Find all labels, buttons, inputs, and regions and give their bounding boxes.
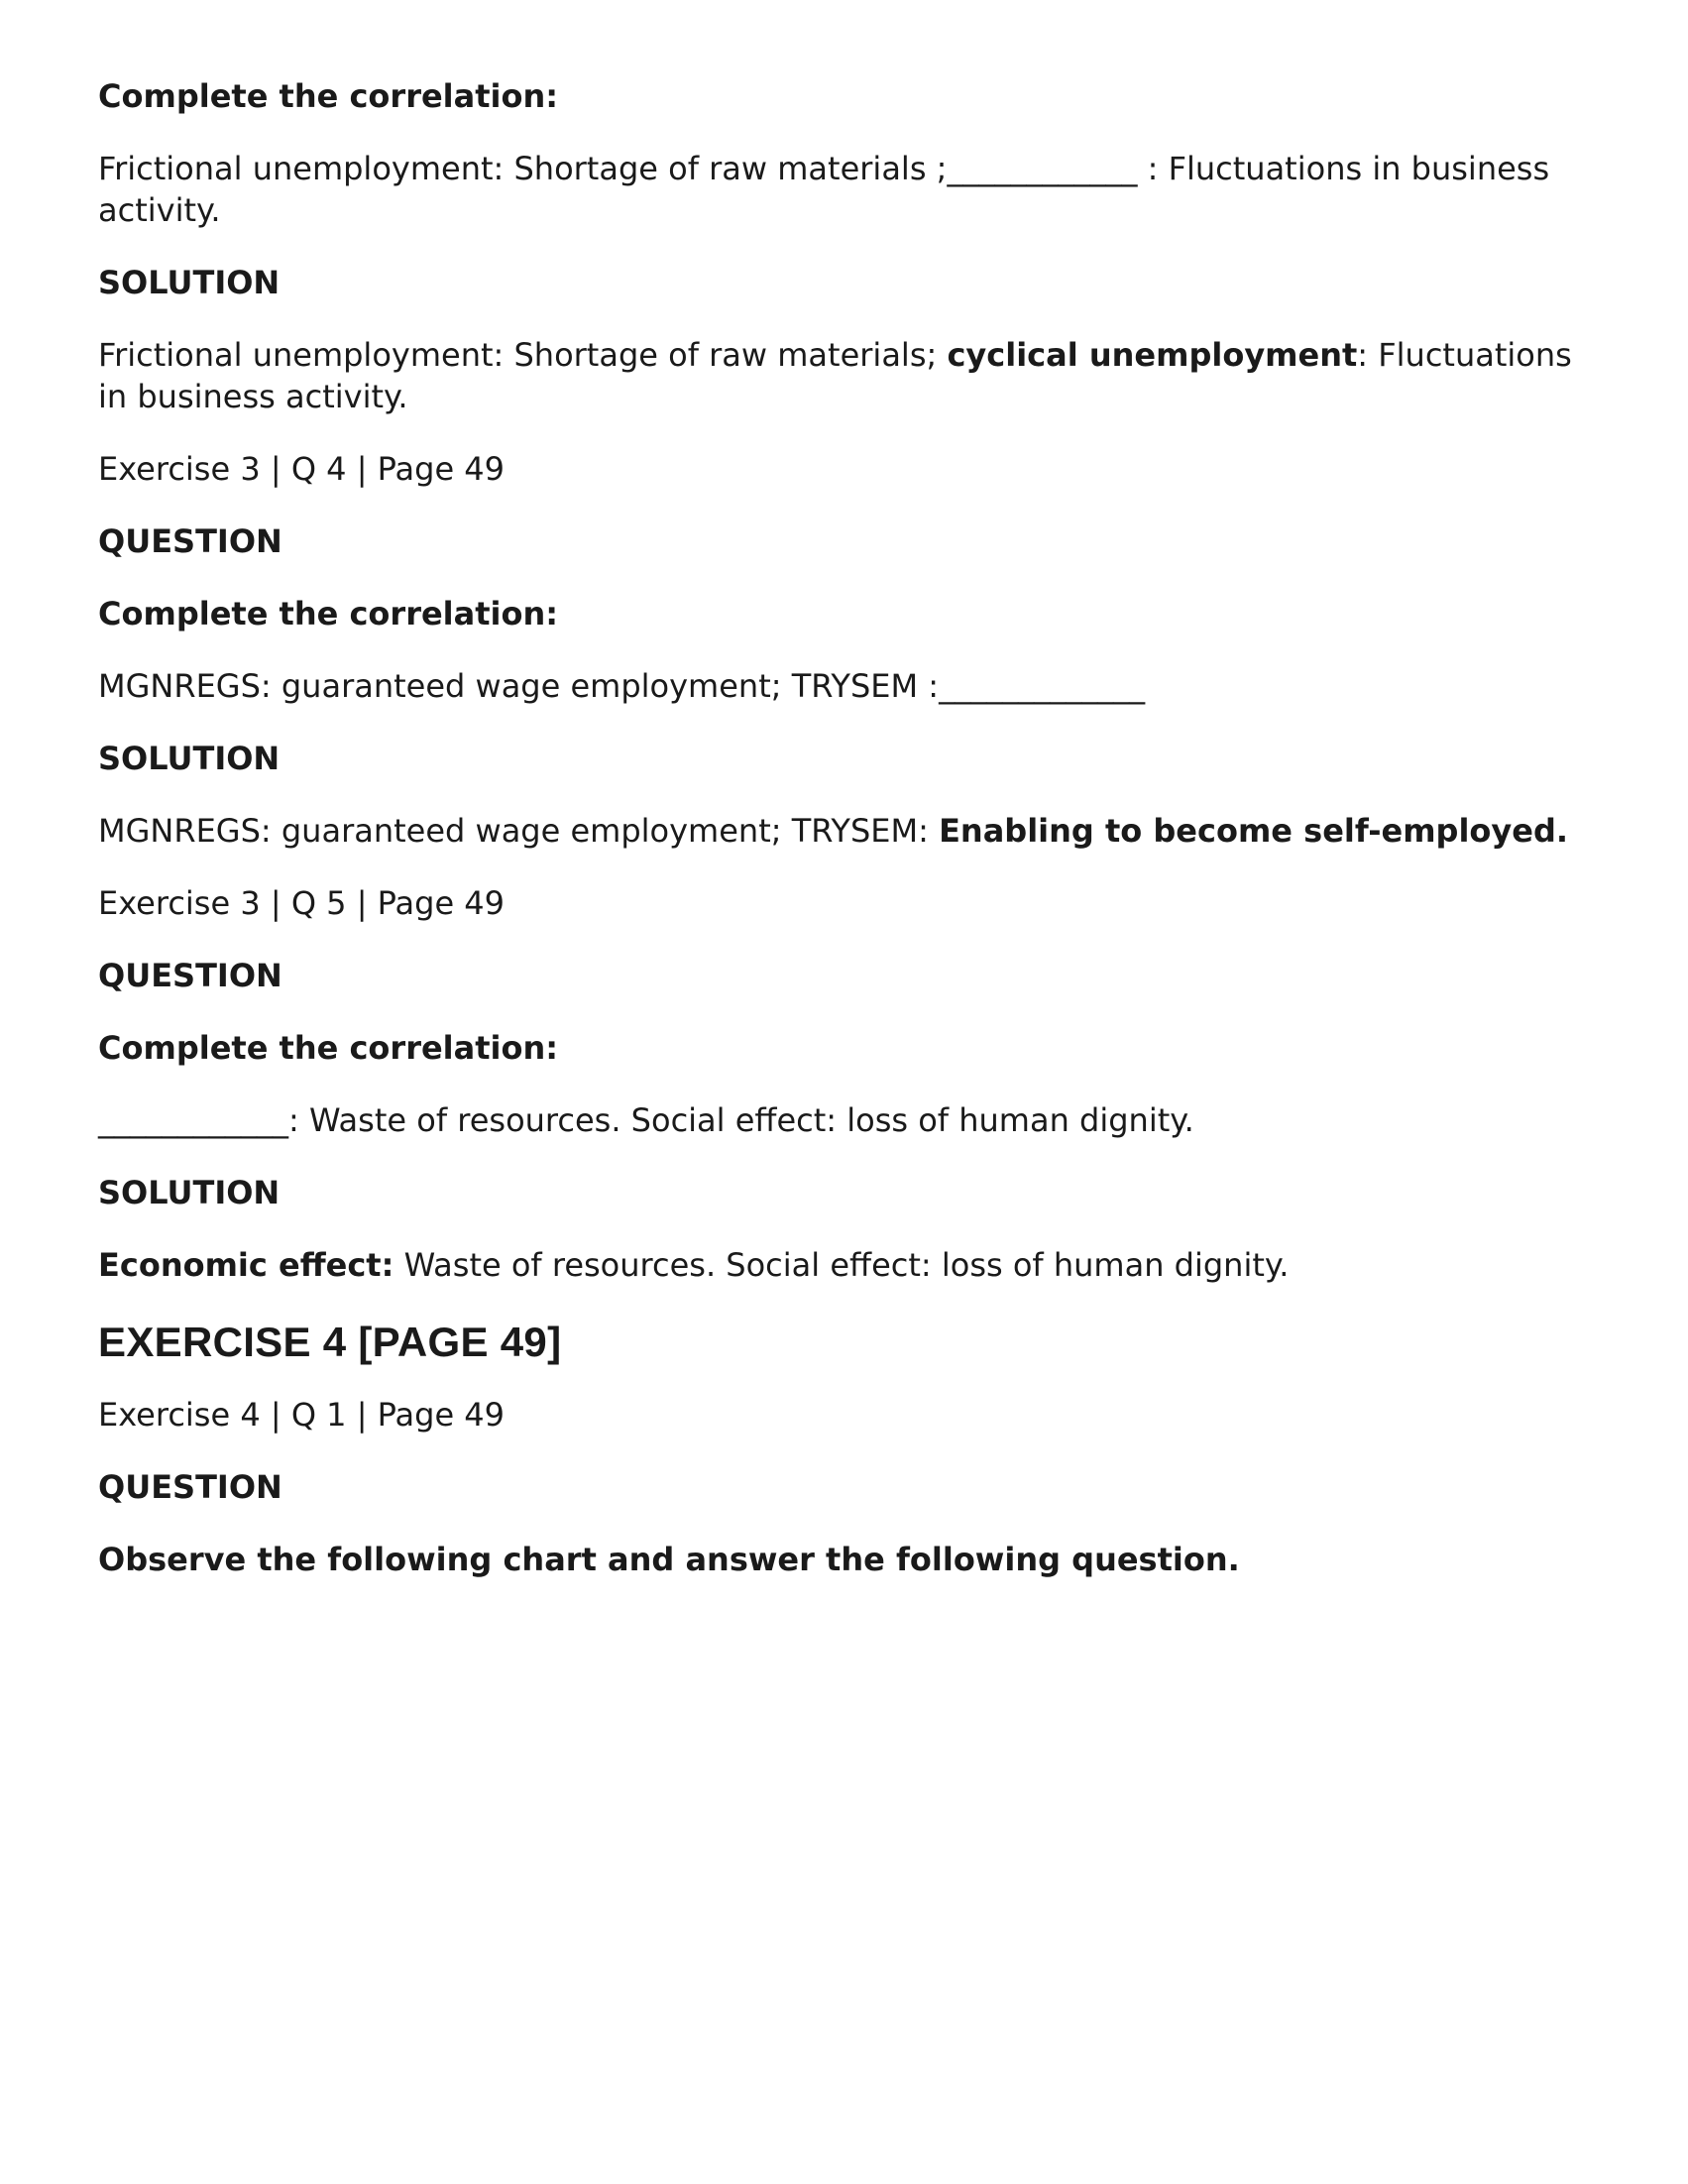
paragraph <box>98 448 1605 490</box>
text-run: Frictional unemployment: Shortage of raw materials ;____________ : Fluctuations in business activity. <box>98 150 1550 229</box>
paragraph <box>98 334 1605 417</box>
text-run: Exercise 4 | Q 1 | Page 49 <box>98 1396 506 1434</box>
paragraph <box>98 1394 1605 1436</box>
text-run: Frictional unemployment: Shortage of raw materials; <box>98 336 948 374</box>
paragraph <box>98 1244 1605 1286</box>
paragraph <box>98 810 1605 852</box>
text-run: Waste of resources. Social effect: loss of human dignity. <box>394 1246 1290 1284</box>
text-run: MGNREGS: guaranteed wage employment; TRYSEM :_____________ <box>98 667 1146 705</box>
paragraph <box>98 882 1605 924</box>
section-heading: EXERCISE 4 [PAGE 49] <box>98 1319 562 1365</box>
text-run: : Fluctuations in business activity. <box>98 336 1572 415</box>
block-heading: Observe the following chart and answer the following question. <box>98 1541 1240 1578</box>
text-run: Exercise 3 | Q 4 | Page 49 <box>98 450 506 488</box>
text-run: MGNREGS: guaranteed wage employment; TRYSEM: <box>98 812 940 850</box>
text-run: Exercise 3 | Q 5 | Page 49 <box>98 884 506 922</box>
block-heading: QUESTION <box>98 522 282 560</box>
bold-text-run: Economic effect: <box>98 1246 394 1284</box>
block-heading: SOLUTION <box>98 740 281 777</box>
bold-text-run: cyclical unemployment <box>947 336 1358 374</box>
paragraph <box>98 1099 1605 1141</box>
page-content <box>98 75 1605 1611</box>
block-heading: SOLUTION <box>98 264 281 301</box>
block-heading: Complete the correlation: <box>98 77 559 115</box>
block-heading: QUESTION <box>98 957 282 994</box>
block-heading: Complete the correlation: <box>98 595 559 632</box>
block-heading: Complete the correlation: <box>98 1029 559 1067</box>
paragraph <box>98 148 1605 231</box>
bold-text-run: Enabling to become self-employed. <box>939 812 1569 850</box>
text-run: ____________: Waste of resources. Social effect: loss of human dignity. <box>98 1101 1194 1139</box>
block-heading: QUESTION <box>98 1468 282 1506</box>
block-heading: SOLUTION <box>98 1174 281 1211</box>
paragraph <box>98 665 1605 707</box>
